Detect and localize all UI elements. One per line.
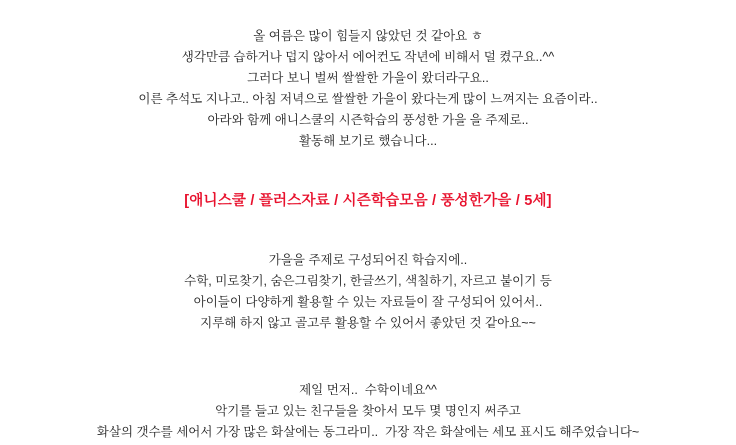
intro-line: 그러다 보니 벌써 쌀쌀한 가을이 왔더라구요.. [247, 71, 489, 85]
intro-line: 활동해 보기로 했습니다... [298, 134, 438, 148]
body-line: 지루해 하지 않고 골고루 활용할 수 있어서 좋았던 것 같아요~~ [200, 316, 536, 330]
intro-line: 올 여름은 많이 힘들지 않았던 것 같아요 ㅎ [253, 29, 483, 43]
body-line: 아이들이 다양하게 활용할 수 있는 자료들이 잘 구성되어 있어서.. [193, 295, 543, 309]
spacer [0, 334, 736, 360]
intro-paragraph [0, 26, 736, 152]
spacer [0, 238, 736, 250]
body-line: 가을을 주제로 구성되어진 학습지에.. [268, 253, 468, 267]
spacer [0, 152, 736, 178]
intro-line: 이른 추석도 지나고.. 아침 저녁으로 쌀쌀한 가을이 왔다는게 많이 느껴지는 요즘이라.. [138, 92, 598, 106]
body-line: 악기를 들고 있는 친구들을 찾아서 모두 몇 명인지 써주고 [215, 404, 521, 418]
body-paragraph-two [0, 380, 736, 443]
spacer [0, 178, 736, 190]
body-line: 제일 먼저.. 수학이네요^^ [299, 383, 437, 397]
body-line: 수학, 미로찾기, 숨은그림찾기, 한글쓰기, 색칠하기, 자르고 붙이기 등 [184, 274, 552, 288]
spacer [0, 212, 736, 238]
body-line: 화살의 갯수를 세어서 가장 많은 화살에는 동그라미.. 가장 작은 화살에는 세모 표시도 해주었습니다~ [96, 425, 640, 439]
body-paragraph-one [0, 250, 736, 334]
product-headline: [애니스쿨 / 플러스자료 / 시즌학습모음 / 풍성한가을 / 5세] [184, 193, 552, 209]
spacer [0, 360, 736, 380]
intro-line: 생각만큼 습하거나 덥지 않아서 에어컨도 작년에 비해서 덜 켰구요..^^ [181, 50, 555, 64]
intro-line: 아라와 함께 애니스쿨의 시즌학습의 풍성한 가을 을 주제로.. [207, 113, 529, 127]
